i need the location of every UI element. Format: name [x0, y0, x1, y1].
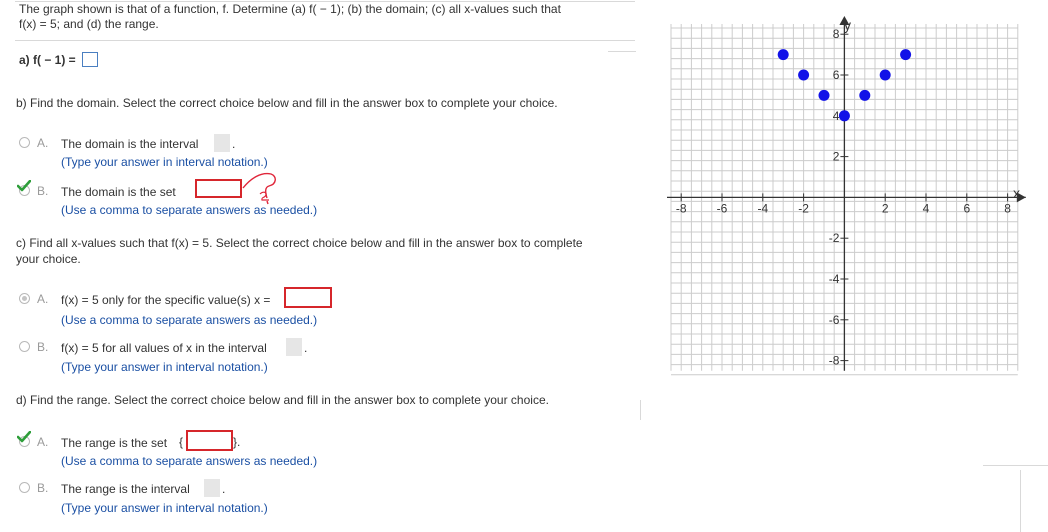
- radio-d-choice-b[interactable]: [19, 482, 30, 493]
- choice-text: f(x) = 5 only for the specific value(s) x =: [61, 293, 271, 307]
- answer-box-x-values[interactable]: [284, 287, 332, 308]
- x-tick-label: 4: [922, 201, 930, 216]
- period: .: [304, 341, 308, 355]
- hint-text: (Use a comma to separate answers as needed.): [61, 454, 318, 468]
- choice-letter: B.: [37, 340, 49, 354]
- choice-letter: A.: [37, 435, 49, 449]
- radio-c-choice-b[interactable]: [19, 341, 30, 352]
- handwritten-mark-icon: [258, 188, 272, 204]
- y-tick-label: 2: [832, 149, 840, 164]
- choice-text: f(x) = 5 for all values of x in the interval: [61, 341, 267, 355]
- hint-text: (Type your answer in interval notation.): [61, 360, 268, 374]
- hint-text: (Use a comma to separate answers as needed.): [61, 313, 318, 327]
- graph-point: [839, 110, 850, 121]
- y-tick-label: -6: [828, 312, 840, 327]
- radio-b-choice-a[interactable]: [19, 137, 30, 148]
- part-c-prompt-line-1: c) Find all x-values such that f(x) = 5. Select the correct choice below and fill in the answer box to complete: [16, 236, 583, 250]
- function-graph: [655, 12, 1040, 392]
- y-tick-label: -2: [828, 231, 840, 246]
- graph-point: [819, 90, 830, 101]
- x-axis-label: x: [1013, 185, 1020, 201]
- x-tick-label: 8: [1004, 201, 1011, 216]
- y-tick-label: 4: [832, 108, 840, 123]
- hint-text: (Type your answer in interval notation.): [61, 155, 268, 169]
- hint-text: (Use a comma to separate answers as needed.): [61, 203, 318, 217]
- answer-box-part-a[interactable]: [82, 52, 98, 67]
- choice-letter: A.: [37, 292, 49, 306]
- choice-text: The domain is the set: [61, 185, 176, 199]
- choice-text: The range is the set: [61, 436, 168, 450]
- correct-check-icon: [17, 180, 31, 192]
- hint-text: (Type your answer in interval notation.): [61, 501, 268, 515]
- answer-box-range-set[interactable]: [186, 430, 233, 451]
- divider-corner-vertical: [1020, 470, 1021, 532]
- divider-corner: [983, 465, 1048, 466]
- x-tick-label: -8: [675, 201, 687, 216]
- part-b-prompt: b) Find the domain. Select the correct choice below and fill in the answer box to complete your choice.: [16, 96, 558, 110]
- answer-box-domain-interval[interactable]: [214, 134, 230, 152]
- y-tick-label: -8: [828, 353, 840, 368]
- graph-point: [859, 90, 870, 101]
- x-tick-label: 2: [881, 201, 889, 216]
- y-tick-label: 6: [832, 68, 840, 82]
- answer-box-domain-set[interactable]: [195, 179, 242, 198]
- period: .: [222, 482, 226, 496]
- graph-point: [900, 49, 911, 60]
- choice-letter: B.: [37, 481, 49, 495]
- y-axis-label: y: [844, 17, 851, 33]
- answer-box-x-interval[interactable]: [286, 338, 302, 356]
- part-c-prompt-line-2: your choice.: [16, 252, 81, 266]
- correct-check-icon: [17, 431, 31, 443]
- period: .: [232, 137, 236, 151]
- radio-c-choice-a[interactable]: [19, 293, 30, 304]
- x-tick-label: -4: [757, 201, 769, 216]
- y-tick-label: 8: [832, 27, 840, 42]
- y-tick-label: -4: [828, 272, 840, 286]
- graph-point: [880, 70, 891, 81]
- answer-box-range-interval[interactable]: [204, 479, 220, 497]
- brace-close: }.: [233, 435, 241, 449]
- x-tick-label: -6: [716, 201, 728, 216]
- graph-point: [798, 70, 809, 81]
- question-line-1: The graph shown is that of a function, f. Determine (a) f( − 1); (b) the domain; (c) all x-values such that: [19, 2, 561, 16]
- choice-text: The range is the interval: [61, 482, 190, 496]
- divider-short: [608, 51, 636, 52]
- x-tick-label: 6: [963, 201, 971, 216]
- graph-point: [778, 49, 789, 60]
- x-tick-label: -2: [798, 201, 809, 216]
- choice-letter: B.: [37, 184, 49, 198]
- choice-text: The domain is the interval: [61, 137, 199, 151]
- brace-open: {: [179, 435, 184, 449]
- question-line-2: f(x) = 5; and (d) the range.: [19, 17, 159, 31]
- divider-vertical: [640, 400, 641, 420]
- part-a-label: a) f( − 1) =: [19, 53, 76, 67]
- choice-letter: A.: [37, 136, 49, 150]
- divider-top: [15, 1, 635, 2]
- divider: [15, 40, 635, 41]
- part-d-prompt: d) Find the range. Select the correct choice below and fill in the answer box to complete your choice.: [16, 393, 549, 407]
